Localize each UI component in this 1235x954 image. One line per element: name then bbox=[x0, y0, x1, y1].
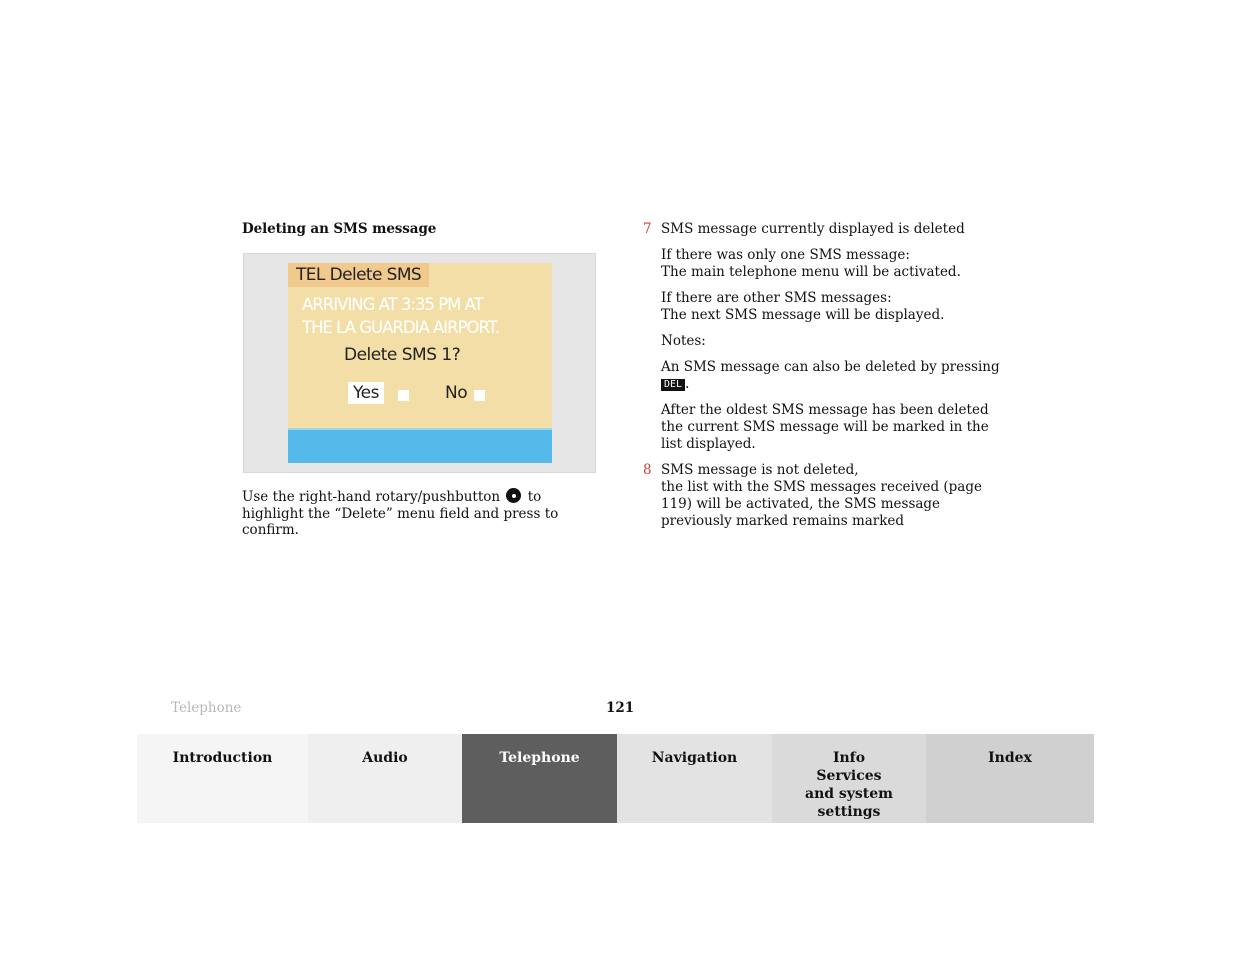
rotary-pushbutton-icon bbox=[506, 488, 521, 503]
tab-audio[interactable] bbox=[308, 734, 462, 823]
caption-text-start: Use the right-hand rotary/pushbutton bbox=[242, 489, 501, 505]
note-end: . bbox=[685, 376, 690, 392]
step-7 bbox=[643, 221, 1003, 453]
display-screenshot-frame bbox=[243, 253, 596, 473]
tab-label: Info Services and system settings bbox=[805, 750, 893, 820]
delete-question: Delete SMS 1? bbox=[344, 345, 461, 365]
screen-header: TEL Delete SMS bbox=[288, 263, 429, 287]
chapter-nav bbox=[137, 734, 1094, 823]
tab-label: Navigation bbox=[651, 750, 738, 766]
step-8 bbox=[643, 462, 1003, 530]
sms-preview-text bbox=[302, 293, 547, 339]
sms-preview-line-1: ARRIVING AT 3:35 PM AT bbox=[302, 295, 483, 314]
step-number: 7 bbox=[643, 221, 652, 237]
tab-index[interactable] bbox=[926, 734, 1094, 823]
note-text: An SMS message can also be deleted by pressing bbox=[661, 359, 1000, 375]
screen-status-bar bbox=[288, 428, 552, 463]
no-checkbox-icon bbox=[474, 390, 485, 401]
tab-navigation[interactable] bbox=[617, 734, 772, 823]
footer-section-label: Telephone bbox=[171, 700, 242, 716]
note-2: After the oldest SMS message has been deleted the current SMS message will be marked in the list displayed. bbox=[661, 402, 989, 452]
tab-label: Introduction bbox=[172, 750, 273, 766]
no-option[interactable]: No bbox=[445, 383, 468, 403]
tab-label: Audio bbox=[362, 750, 408, 766]
tab-label: Index bbox=[988, 750, 1032, 766]
step-paragraph bbox=[661, 247, 1003, 281]
notes-label: Notes: bbox=[661, 333, 706, 349]
instruction-caption bbox=[242, 488, 602, 539]
step-paragraph bbox=[661, 290, 1003, 324]
tab-info-services[interactable] bbox=[772, 734, 926, 823]
instructions-column bbox=[643, 221, 1003, 530]
caption-text-end: to highlight the “Delete” menu field and press to confirm. bbox=[242, 489, 559, 538]
page-number: 121 bbox=[606, 700, 635, 716]
note-1 bbox=[661, 359, 1003, 393]
step-paragraph: the list with the SMS messages received (page 119) will be activated, the SMS message previously marked remains marked bbox=[661, 479, 982, 529]
tab-telephone[interactable] bbox=[462, 734, 617, 823]
tab-introduction[interactable] bbox=[137, 734, 308, 823]
paragraph-line: If there was only one SMS message: bbox=[661, 247, 910, 263]
paragraph-line: If there are other SMS messages: bbox=[661, 290, 892, 306]
yes-option[interactable]: Yes bbox=[348, 382, 384, 404]
paragraph-line: The main telephone menu will be activated. bbox=[661, 264, 961, 280]
del-key-icon: DEL bbox=[661, 379, 685, 391]
sms-preview-line-2: THE LA GUARDIA AIRPORT. bbox=[302, 318, 500, 337]
tab-label: Telephone bbox=[499, 750, 580, 766]
step-heading: SMS message is not deleted, bbox=[661, 462, 859, 478]
paragraph-line: The next SMS message will be displayed. bbox=[661, 307, 945, 323]
display-screen bbox=[288, 263, 552, 463]
yes-checkbox-icon bbox=[398, 390, 409, 401]
step-number: 8 bbox=[643, 462, 652, 478]
section-title: Deleting an SMS message bbox=[242, 221, 437, 237]
step-heading: SMS message currently displayed is deleted bbox=[661, 221, 965, 237]
